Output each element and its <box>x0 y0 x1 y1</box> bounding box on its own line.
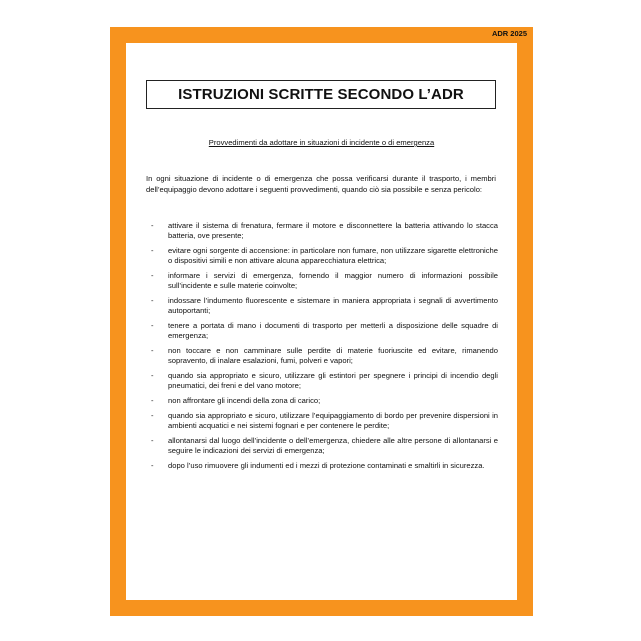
list-dash: - <box>151 296 154 305</box>
list-item <box>146 246 498 266</box>
list-dash: - <box>151 346 154 355</box>
list-item-text: quando sia appropriato e sicuro, utilizzare l’equipaggiamento di bordo per prevenire dispersioni in ambienti acquatici e nei sistemi fognari e per contenere le perdite; <box>168 410 498 430</box>
list-item-text: informare i servizi di emergenza, fornendo il maggior numero di informazioni possibile sull’incidente e sulle materie coinvolte; <box>168 271 498 291</box>
document-page <box>126 43 517 600</box>
list-dash: - <box>151 246 154 255</box>
list-dash: - <box>151 410 154 420</box>
list-item-text: attivare il sistema di frenatura, fermare il motore e disconnettere la batteria attivando lo stacca batteria, ove presente; <box>168 221 498 241</box>
list-item-text: allontanarsi dal luogo dell’incidente o dell’emergenza, chiedere alle altre persone di allontanarsi e seguire le indicazioni dei servizi di emergenza; <box>168 435 498 455</box>
list-dash: - <box>151 271 154 280</box>
list-item-text: tenere a portata di mano i documenti di trasporto per metterli a disposizione delle squadre di emergenza; <box>168 321 498 341</box>
list-item <box>146 271 498 291</box>
list-item <box>146 371 498 391</box>
list-item-text: non affrontare gli incendi della zona di carico; <box>168 396 321 405</box>
list-dash: - <box>151 396 154 405</box>
list-dash: - <box>151 460 154 470</box>
list-item <box>146 346 498 366</box>
edition-label: ADR 2025 <box>491 29 527 38</box>
document-title: ISTRUZIONI SCRITTE SECONDO L’ADR <box>146 80 496 109</box>
list-item-text: non toccare e non camminare sulle perdite di materie fuoriuscite ed evitare, rimanendo sopravento, di inalare esalazioni, fumi, polveri e vapori; <box>168 346 498 366</box>
list-item <box>146 396 498 406</box>
list-dash: - <box>151 321 154 330</box>
list-item <box>146 436 498 456</box>
list-dash: - <box>151 371 154 380</box>
list-item-text: dopo l’uso rimuovere gli indumenti ed i mezzi di protezione contaminati e smaltirli in sicurezza. <box>168 460 485 470</box>
list-dash: - <box>151 221 154 230</box>
document-sheet <box>110 27 533 616</box>
list-item <box>146 221 498 241</box>
intro-paragraph: In ogni situazione di incidente o di emergenza che possa verificarsi durante il trasporto, i membri dell’equipaggio devono adottare i seguenti provvedimenti, quando ciò sia possibile e senza pericolo: <box>146 174 496 194</box>
list-dash: - <box>151 435 154 445</box>
instruction-list <box>146 221 498 476</box>
document-subtitle: Provvedimenti da adottare in situazioni di incidente o di emergenza <box>208 138 435 147</box>
list-item <box>146 461 498 471</box>
list-item <box>146 321 498 341</box>
list-item-text: indossare l’indumento fluorescente e sistemare in maniera appropriata i segnali di avvertimento autoportanti; <box>168 296 498 316</box>
list-item-text: quando sia appropriato e sicuro, utilizzare gli estintori per spegnere i principi di incendio degli pneumatici, dei freni e del vano motore; <box>168 371 498 391</box>
list-item-text: evitare ogni sorgente di accensione: in particolare non fumare, non utilizzare sigarette elettroniche o dispositivi simili e non attivare alcuna apparecchiatura elettrica; <box>168 246 498 266</box>
list-item <box>146 411 498 431</box>
list-item <box>146 296 498 316</box>
